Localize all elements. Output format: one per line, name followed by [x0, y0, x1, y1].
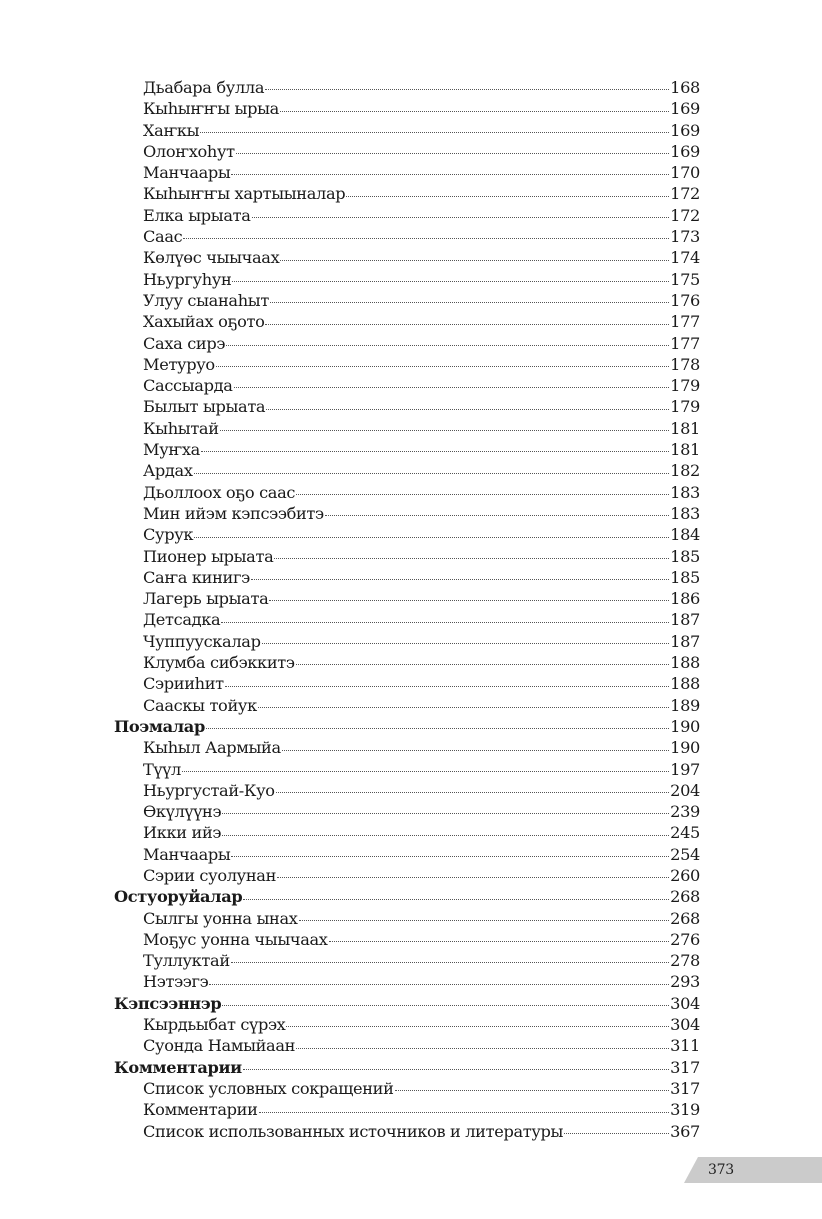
toc-entry-title: Сэрииһит	[143, 674, 224, 694]
toc-entry-page-number: 177	[670, 333, 700, 353]
toc-entry-title: Метуруо	[143, 354, 215, 374]
dot-leader	[236, 152, 669, 154]
toc-entry-title: Туллуктай	[143, 951, 230, 971]
toc-entry[interactable]	[114, 673, 700, 694]
toc-entry-page-number: 278	[670, 951, 700, 971]
dot-leader	[266, 408, 669, 410]
toc-entry-page-number: 239	[670, 802, 700, 822]
toc-entry[interactable]	[114, 418, 700, 439]
dot-leader	[252, 216, 670, 218]
toc-entry[interactable]	[114, 1099, 700, 1120]
toc-entry[interactable]	[114, 482, 700, 503]
toc-entry-title: Чуппуускалар	[143, 631, 261, 651]
toc-entry-title: Ньургуһун	[143, 269, 232, 289]
toc-entry-page-number: 304	[670, 1015, 700, 1035]
toc-entry-page-number: 197	[670, 759, 700, 779]
toc-entry-page-number: 190	[670, 716, 700, 736]
toc-entry-title: Көлүөс чыычаах	[143, 248, 280, 268]
toc-entry[interactable]	[114, 77, 700, 98]
toc-entry[interactable]	[114, 652, 700, 673]
toc-entry-page-number: 178	[670, 354, 700, 374]
toc-entry[interactable]	[114, 98, 700, 119]
dot-leader	[194, 472, 670, 474]
toc-entry-page-number: 172	[670, 184, 700, 204]
dot-leader	[265, 323, 669, 325]
toc-entry-title: Манчаары	[143, 844, 231, 864]
toc-entry-title: Кыһытай	[143, 418, 219, 438]
toc-entry-page-number: 172	[670, 205, 700, 225]
toc-entry[interactable]	[114, 759, 700, 780]
toc-entry[interactable]	[114, 503, 700, 524]
toc-entry[interactable]	[114, 844, 700, 865]
toc-entry-title: Елка ырыата	[143, 205, 251, 225]
dot-leader	[269, 599, 669, 601]
toc-entry[interactable]	[114, 269, 700, 290]
dot-leader	[276, 791, 669, 793]
toc-entry-title: Кыһыҥҥы ырыа	[143, 99, 279, 119]
toc-entry[interactable]	[114, 524, 700, 545]
toc-entry-page-number: 187	[670, 631, 700, 651]
toc-entry-title: Дьабара булла	[143, 78, 265, 97]
toc-entry[interactable]	[114, 141, 700, 162]
dot-leader	[220, 429, 669, 431]
dot-leader	[231, 173, 669, 175]
toc-entry-page-number: 187	[670, 610, 700, 630]
toc-entry[interactable]	[114, 375, 700, 396]
toc-entry-title: Былыт ырыата	[143, 397, 266, 417]
toc-entry-title: Пионер ырыата	[143, 546, 274, 566]
toc-entry-page-number: 177	[670, 312, 700, 332]
toc-entry-title: Кыһыл Аармыйа	[143, 738, 281, 758]
dot-leader	[231, 855, 669, 857]
page-number: 373	[708, 1162, 734, 1178]
toc-section-entry[interactable]	[114, 886, 700, 907]
toc-entry[interactable]	[114, 439, 700, 460]
toc-entry[interactable]	[114, 588, 700, 609]
toc-entry-title: Список условных сокращений	[143, 1078, 394, 1098]
dot-leader	[265, 88, 669, 90]
toc-entry-title: Сурук	[143, 525, 194, 545]
toc-entry-page-number: 317	[670, 1057, 700, 1077]
toc-entry-page-number: 245	[670, 823, 700, 843]
toc-entry-page-number: 179	[670, 376, 700, 396]
toc-entry[interactable]	[114, 333, 700, 354]
toc-entry-title: Муҥха	[143, 440, 200, 460]
toc-entry[interactable]	[114, 950, 700, 971]
dot-leader	[221, 621, 669, 623]
toc-entry-title: Хахыйах оҕото	[143, 312, 265, 332]
toc-entry-page-number: 268	[670, 887, 700, 907]
toc-entry-page-number: 181	[670, 440, 700, 460]
dot-leader	[259, 1111, 670, 1113]
toc-entry-page-number: 175	[670, 269, 700, 289]
dot-leader	[280, 110, 669, 112]
dot-leader	[282, 749, 669, 751]
toc-entry[interactable]	[114, 1035, 700, 1056]
toc-entry-page-number: 311	[670, 1036, 700, 1056]
toc-entry-page-number: 176	[670, 290, 700, 310]
toc-entry-page-number: 183	[670, 503, 700, 523]
dot-leader	[222, 834, 669, 836]
toc-entry-page-number: 268	[670, 908, 700, 928]
toc-entry[interactable]	[114, 183, 700, 204]
dot-leader	[222, 812, 669, 814]
dot-leader	[182, 770, 669, 772]
dot-leader	[564, 1132, 669, 1134]
toc-entry[interactable]	[114, 290, 700, 311]
dot-leader	[226, 344, 669, 346]
dot-leader	[243, 1068, 669, 1070]
toc-entry-title: Суонда Намыйаан	[143, 1036, 296, 1056]
toc-entry-title: Кырдьыбат сүрэх	[143, 1015, 286, 1035]
toc-entry[interactable]	[114, 226, 700, 247]
dot-leader	[296, 663, 670, 665]
toc-entry-page-number: 168	[670, 78, 700, 97]
dot-leader	[262, 642, 670, 644]
toc-entry-title: Комментарии	[143, 1100, 258, 1120]
dot-leader	[274, 557, 669, 559]
toc-entry-page-number: 182	[670, 461, 700, 481]
toc-entry-title: Нэтээгэ	[143, 972, 209, 992]
dot-leader	[325, 514, 669, 516]
toc-entry-title: Комментарии	[114, 1057, 242, 1077]
toc-entry[interactable]	[114, 311, 700, 332]
toc-entry-title: Улуу сыанаһыт	[143, 290, 269, 310]
toc-entry[interactable]	[114, 865, 700, 886]
toc-section-entry[interactable]	[114, 716, 700, 737]
toc-entry[interactable]	[114, 205, 700, 226]
toc-entry-title: Остуоруйалар	[114, 887, 243, 907]
toc-entry-page-number: 293	[670, 972, 700, 992]
toc-entry-title: Саха сирэ	[143, 333, 226, 353]
toc-entry-title: Мин ийэм кэпсээбитэ	[143, 503, 324, 523]
toc-entry-page-number: 186	[670, 589, 700, 609]
toc-section-entry[interactable]	[114, 993, 700, 1014]
dot-leader	[234, 386, 670, 388]
toc-entry-title: Лагерь ырыата	[143, 589, 269, 609]
toc-entry-title: Список использованных источников и литературы	[143, 1121, 564, 1141]
toc-section-entry[interactable]	[114, 1057, 700, 1078]
dot-leader	[216, 365, 669, 367]
dot-leader	[222, 1004, 669, 1006]
dot-leader	[200, 131, 669, 133]
toc-entry-title: Сааскы тойук	[143, 695, 257, 715]
toc-entry-page-number: 185	[670, 567, 700, 587]
toc-entry-title: Ньургустай-Куо	[143, 780, 275, 800]
toc-entry-title: Сассыарда	[143, 376, 233, 396]
toc-entry-page-number: 188	[670, 674, 700, 694]
toc-entry-page-number: 169	[670, 141, 700, 161]
toc-entry-title: Сэрии суолунан	[143, 865, 277, 885]
toc-entry-page-number: 174	[670, 248, 700, 268]
toc-entry-title: Хаҥкы	[143, 120, 200, 140]
toc-entry[interactable]	[114, 354, 700, 375]
toc-entry[interactable]	[114, 1014, 700, 1035]
toc-entry[interactable]	[114, 247, 700, 268]
toc-entry[interactable]	[114, 929, 700, 950]
dot-leader	[251, 578, 669, 580]
dot-leader	[296, 1047, 669, 1049]
toc-entry-title: Түүл	[143, 759, 181, 779]
toc-entry[interactable]	[114, 546, 700, 567]
toc-entry-title: Детсадка	[143, 610, 221, 630]
dot-leader	[201, 450, 669, 452]
toc-entry[interactable]	[114, 695, 700, 716]
dot-leader	[299, 919, 670, 921]
toc-entry-page-number: 181	[670, 418, 700, 438]
toc-entry-title: Моҕус уонна чыычаах	[143, 929, 328, 949]
toc-entry[interactable]	[114, 609, 700, 630]
dot-leader	[280, 259, 669, 261]
toc-entry-page-number: 204	[670, 780, 700, 800]
dot-leader	[194, 536, 669, 538]
toc-entry[interactable]	[114, 780, 700, 801]
toc-entry-title: Кыһыҥҥы хартыыналар	[143, 184, 346, 204]
dot-leader	[296, 493, 669, 495]
toc-entry-title: Сылгы уонна ынах	[143, 908, 298, 928]
toc-entry-page-number: 173	[670, 227, 700, 247]
toc-entry-page-number: 317	[670, 1078, 700, 1098]
toc-entry[interactable]	[114, 396, 700, 417]
dot-leader	[243, 898, 669, 900]
toc-entry-page-number: 170	[670, 163, 700, 183]
toc-entry-page-number: 304	[670, 993, 700, 1013]
toc-entry-title: Кэпсээннэр	[114, 993, 222, 1013]
toc-entry[interactable]	[114, 801, 700, 822]
dot-leader	[183, 237, 669, 239]
dot-leader	[277, 876, 669, 878]
toc-entry-page-number: 184	[670, 525, 700, 545]
toc-entry-page-number: 169	[670, 99, 700, 119]
toc-entry-page-number: 185	[670, 546, 700, 566]
toc-entry-title: Олоҥхоһут	[143, 141, 235, 161]
toc-entry-title: Манчаары	[143, 163, 231, 183]
toc-entry[interactable]	[114, 162, 700, 183]
toc-entry-title: Поэмалар	[114, 716, 205, 736]
toc-entry-page-number: 319	[670, 1100, 700, 1120]
toc-entry-title: Икки ийэ	[143, 823, 222, 843]
toc-entry-page-number: 188	[670, 653, 700, 673]
toc-entry-page-number: 179	[670, 397, 700, 417]
dot-leader	[286, 1025, 669, 1027]
dot-leader	[270, 301, 669, 303]
toc-entry-page-number: 367	[670, 1121, 700, 1141]
dot-leader	[209, 983, 669, 985]
toc-entry[interactable]	[114, 1121, 700, 1142]
dot-leader	[395, 1089, 670, 1091]
toc-entry[interactable]	[114, 460, 700, 481]
toc-entry-page-number: 183	[670, 482, 700, 502]
table-of-contents	[114, 77, 700, 1142]
toc-entry-title: Саҥа кинигэ	[143, 567, 250, 587]
toc-entry[interactable]	[114, 822, 700, 843]
toc-entry[interactable]	[114, 120, 700, 141]
dot-leader	[225, 685, 669, 687]
dot-leader	[206, 727, 669, 729]
toc-entry-page-number: 190	[670, 738, 700, 758]
toc-entry[interactable]	[114, 631, 700, 652]
toc-entry[interactable]	[114, 971, 700, 992]
toc-entry-title: Өкүлүүнэ	[143, 802, 222, 822]
toc-entry-page-number: 189	[670, 695, 700, 715]
toc-entry[interactable]	[114, 567, 700, 588]
page-number-tab	[684, 1157, 822, 1183]
toc-entry[interactable]	[114, 737, 700, 758]
dot-leader	[232, 280, 669, 282]
toc-entry[interactable]	[114, 908, 700, 929]
dot-leader	[346, 195, 669, 197]
toc-entry-title: Саас	[143, 227, 183, 247]
dot-leader	[258, 706, 669, 708]
toc-entry-page-number: 169	[670, 120, 700, 140]
dot-leader	[231, 961, 669, 963]
toc-entry-page-number: 276	[670, 929, 700, 949]
toc-entry-page-number: 260	[670, 865, 700, 885]
toc-entry-title: Ардах	[143, 461, 193, 481]
toc-entry-page-number: 254	[670, 844, 700, 864]
toc-entry[interactable]	[114, 1078, 700, 1099]
dot-leader	[329, 940, 670, 942]
toc-entry-title: Дьоллоох оҕо саас	[143, 482, 296, 502]
toc-entry-title: Клумба сибэккитэ	[143, 653, 295, 673]
